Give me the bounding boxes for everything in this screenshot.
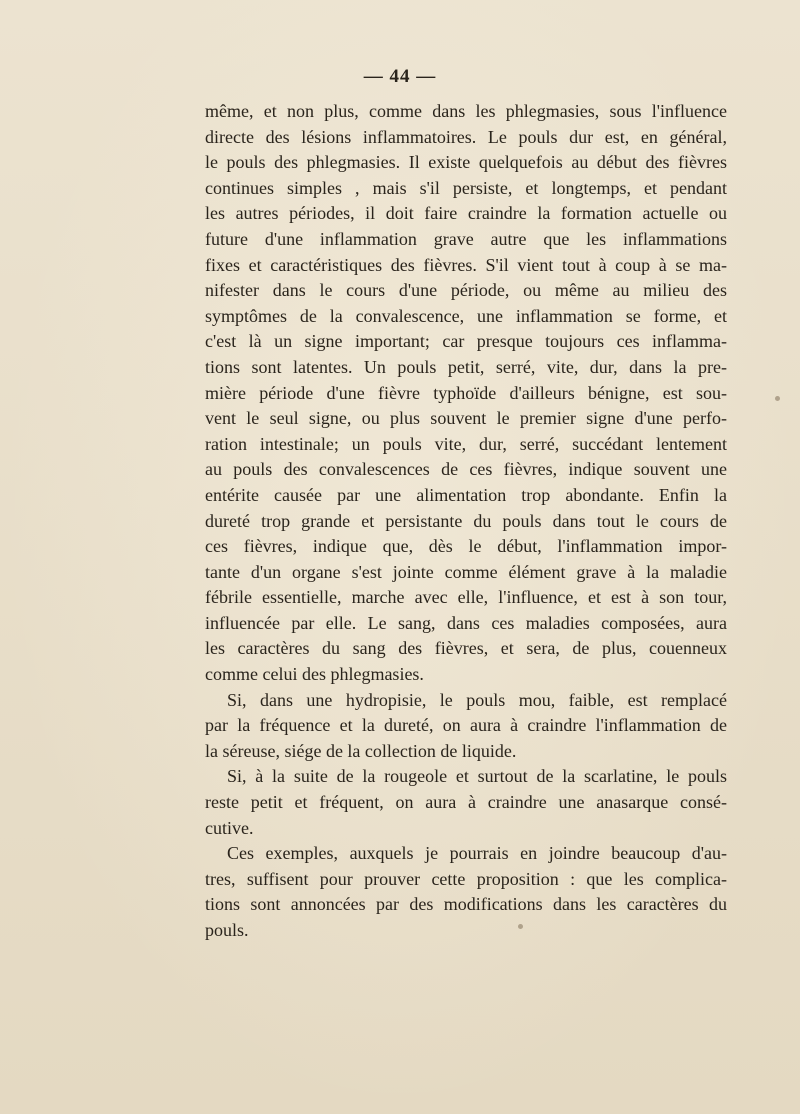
paper-speck [775, 396, 780, 401]
text-line: les autres périodes, il doit faire craindre la formation actuelle ou [205, 203, 727, 224]
body-text [205, 99, 727, 944]
text-line: par la fréquence et la dureté, on aura à craindre l'inflammation de [205, 715, 727, 736]
text-line: pouls. [205, 920, 249, 940]
text-line: tres, suffisent pour prouver cette proposition : que les complica- [205, 868, 727, 889]
text-line: ration intestinale; un pouls vite, dur, serré, succédant lentement [205, 433, 727, 454]
text-line: tions sont latentes. Un pouls petit, serré, vite, dur, dans la pre- [205, 356, 727, 377]
text-line: même, et non plus, comme dans les phlegmasies, sous l'influence [205, 101, 727, 121]
text-line: la séreuse, siége de la collection de liquide. [205, 740, 517, 761]
text-line: tante d'un organe s'est jointe comme élément grave à la maladie [205, 561, 727, 582]
page-number: — 44 — [363, 66, 437, 87]
text-line: reste petit et fréquent, on aura à craindre une anasarque consé- [205, 792, 727, 813]
text-line: Si, dans une hydropisie, le pouls mou, faible, est remplacé [227, 689, 727, 710]
text-line: fébrile essentielle, marche avec elle, l'influence, et est à son tour, [205, 587, 727, 608]
text-line: symptômes de la convalescence, une inflammation se forme, et [205, 305, 727, 326]
text-line: cutive. [205, 817, 254, 838]
text-line: vent le seul signe, ou plus souvent le premier signe d'une perfo- [205, 408, 727, 429]
text-line: ces fièvres, indique que, dès le début, l'inflammation impor- [205, 536, 727, 557]
text-line: future d'une inflammation grave autre que les inflammations [205, 228, 727, 249]
text-line: Ces exemples, auxquels je pourrais en joindre beaucoup d'au- [227, 843, 727, 864]
text-line: tions sont annoncées par des modifications dans les caractères du [205, 894, 727, 915]
text-line: influencée par elle. Le sang, dans ces maladies composées, aura [205, 612, 727, 633]
text-line: fixes et caractéristiques des fièvres. S'il vient tout à coup à se ma- [205, 254, 727, 275]
text-line: mière période d'une fièvre typhoïde d'ailleurs bénigne, est sou- [205, 382, 727, 403]
text-line: continues simples , mais s'il persiste, et longtemps, et pendant [205, 177, 727, 198]
text-line: les caractères du sang des fièvres, et sera, de plus, couenneux [205, 638, 727, 659]
text-line: dureté trop grande et persistante du pouls dans tout le cours de [205, 510, 727, 531]
text-line: entérite causée par une alimentation trop abondante. Enfin la [205, 484, 727, 505]
text-line: directe des lésions inflammatoires. Le pouls dur est, en général, [205, 126, 727, 147]
text-line: comme celui des phlegmasies. [205, 664, 424, 685]
text-line: Si, à la suite de la rougeole et surtout de la scarlatine, le pouls [227, 766, 727, 787]
text-line: nifester dans le cours d'une période, ou même au milieu des [205, 280, 727, 301]
text-line: c'est là un signe important; car presque toujours ces inflamma- [205, 331, 727, 352]
paper-speck [518, 924, 523, 929]
text-line: au pouls des convalescences de ces fièvres, indique souvent une [205, 459, 727, 480]
text-line: le pouls des phlegmasies. Il existe quelquefois au début des fièvres [205, 152, 727, 173]
